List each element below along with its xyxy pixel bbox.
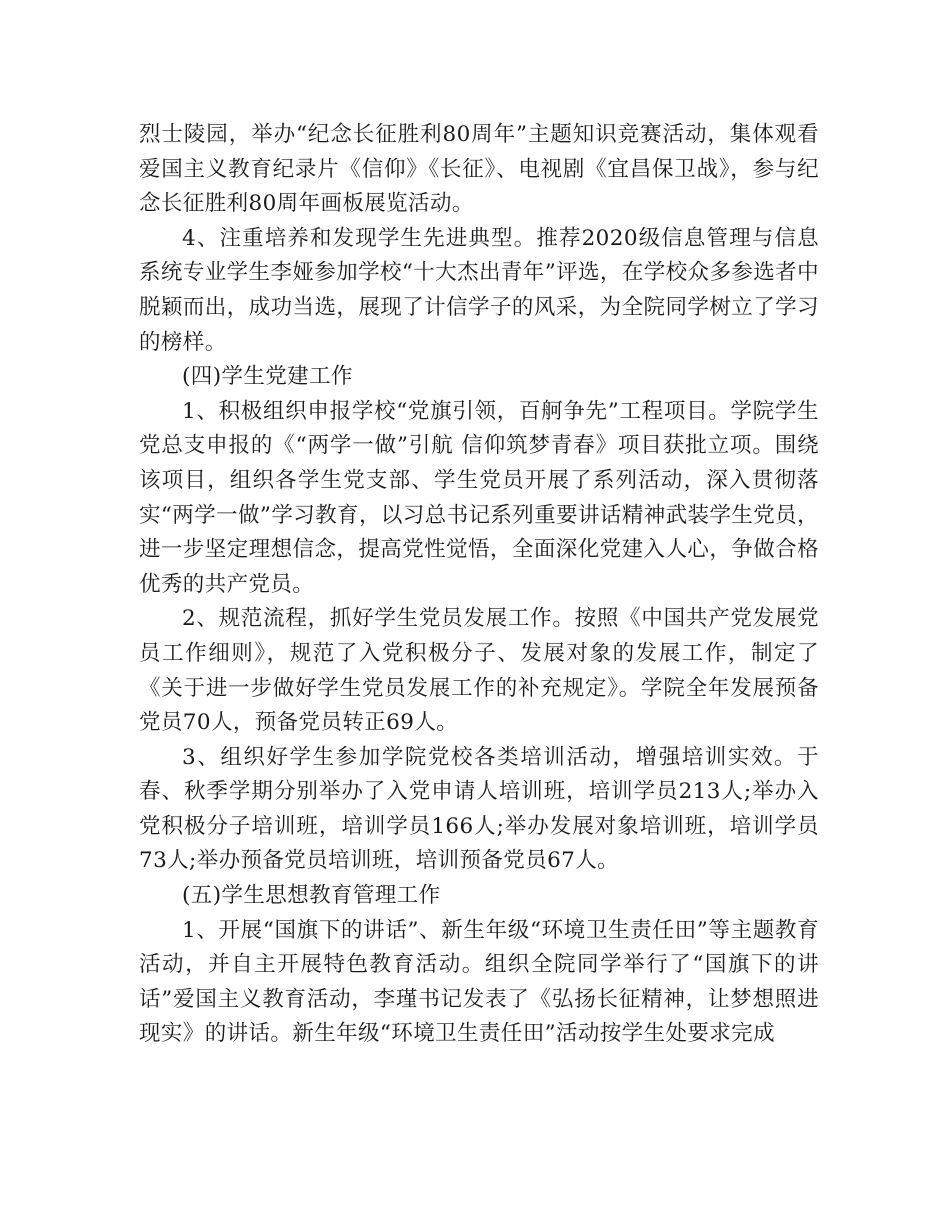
section-heading-4: (四)学生党建工作 bbox=[182, 364, 353, 390]
paragraph-education-item-1: 1、开展“国旗下的讲话”、新生年级“环境卫生责任田”等主题教育活动，并自主开展特色教育活动。组织全院同学举行了“国旗下的讲话”爱国主义教育活动，李瑾书记发表了《弘扬长征精神，让梦想照进现实》的讲话。新生年级“环境卫生责任田”活动按学生处要求完成 bbox=[139, 917, 819, 1047]
document-body bbox=[139, 118, 819, 1052]
paragraph-party-item-1: 1、积极组织申报学校“党旗引领，百舸争先”工程项目。学院学生党总支申报的《“两学一做”引航 信仰筑梦青春》项目获批立项。围绕该项目，组织各学生党支部、学生党员开展了系列活动，深入贯彻落实“两学一做”学习教育，以习总书记系列重要讲话精神武装学生党员，进一步坚定理想信念，提高党性觉悟，全面深化党建入人心，争做合格优秀的共产党员。 bbox=[139, 398, 819, 597]
paragraph-party-item-3: 3、组织好学生参加学院党校各类培训活动，增强培训实效。于春、秋季学期分别举办了入党申请人培训班，培训学员213人;举办入党积极分子培训班，培训学员166人;举办发展对象培训班，培训学员73人;举办预备党员培训班，培训预备党员67人。 bbox=[139, 744, 819, 874]
section-heading-5: (五)学生思想教育管理工作 bbox=[182, 883, 441, 909]
paragraph-continuation: 烈士陵园，举办“纪念长征胜利80周年”主题知识竞赛活动，集体观看爱国主义教育纪录片《信仰》《长征》、电视剧《宜昌保卫战》，参与纪念长征胜利80周年画板展览活动。 bbox=[139, 122, 819, 217]
paragraph-item-4: 4、注重培养和发现学生先进典型。推荐2020级信息管理与信息系统专业学生李娅参加学校“十大杰出青年”评选，在学校众多参选者中脱颖而出，成功当选，展现了计信学子的风采，为全院同学树立了学习的榜样。 bbox=[139, 225, 819, 355]
paragraph-party-item-2: 2、规范流程，抓好学生党员发展工作。按照《中国共产党发展党员工作细则》，规范了入党积极分子、发展对象的发展工作，制定了《关于进一步做好学生党员发展工作的补充规定》。学院全年发展预备党员70人，预备党员转正69人。 bbox=[139, 606, 819, 736]
